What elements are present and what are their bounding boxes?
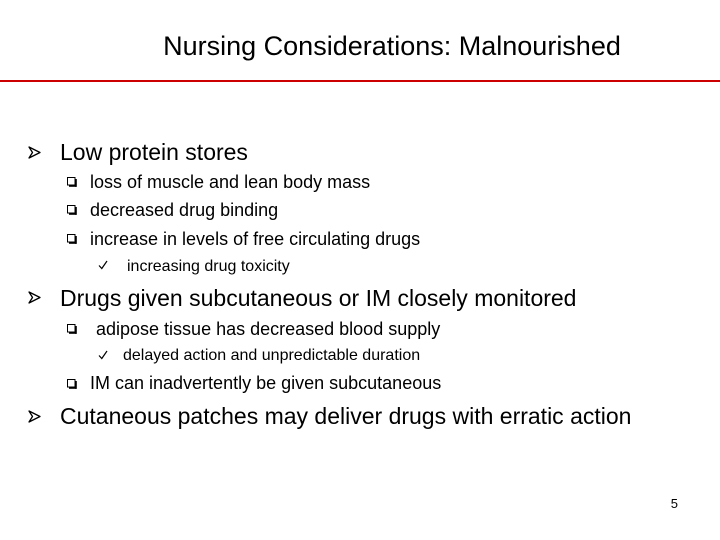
arrow-bullet-icon xyxy=(28,146,41,159)
bullet-low-protein: Low protein stores xyxy=(60,139,248,165)
box-bullet-icon xyxy=(67,379,77,389)
box-bullet-icon xyxy=(67,234,77,244)
arrow-bullet-icon xyxy=(28,410,41,423)
box-bullet-icon xyxy=(67,324,77,334)
detail-drug-toxicity: increasing drug toxicity xyxy=(127,258,290,275)
subitem-drug-binding: decreased drug binding xyxy=(90,200,279,220)
box-bullet-icon xyxy=(67,177,77,187)
check-bullet-icon xyxy=(98,260,108,270)
subitem-im-inadvertent: IM can inadvertently be given subcutaneous xyxy=(90,373,442,393)
subitem-free-drugs: increase in levels of free circulating drugs xyxy=(90,229,421,249)
bullet-cutaneous-patches: Cutaneous patches may deliver drugs with erratic action xyxy=(60,403,632,429)
bullet-subcutaneous-im: Drugs given subcutaneous or IM closely monitored xyxy=(60,285,577,311)
page-number: 5 xyxy=(670,496,678,511)
slide-title: Nursing Considerations: Malnourished xyxy=(163,31,621,61)
subitem-adipose: adipose tissue has decreased blood supply xyxy=(96,319,441,339)
check-bullet-icon xyxy=(98,350,108,360)
arrow-bullet-icon xyxy=(28,291,41,304)
detail-delayed-action: delayed action and unpredictable duration xyxy=(123,347,421,364)
title-divider xyxy=(0,80,720,82)
subitem-muscle-loss: loss of muscle and lean body mass xyxy=(90,172,371,192)
box-bullet-icon xyxy=(67,205,77,215)
